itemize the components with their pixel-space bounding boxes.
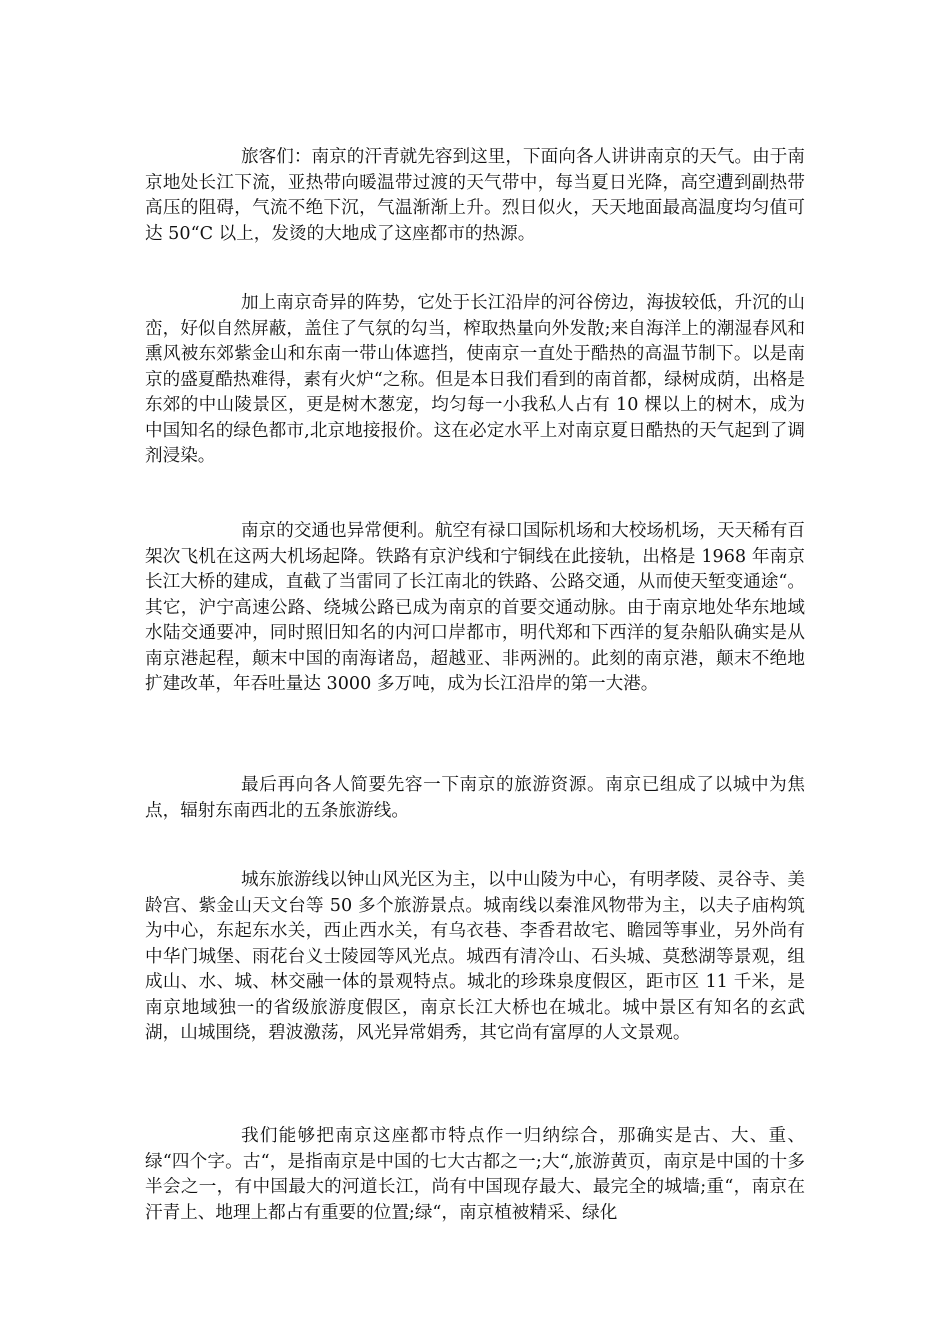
paragraph-tourism-routes: 城东旅游线以钟山风光区为主，以中山陵为中心，有明孝陵、灵谷寺、美龄宫、紫金山天文台等 50 多个旅游景点。城南线以秦淮风物带为主，以夫子庙构筑为中心，东起东水关，西止西水关，有乌衣巷、李香君故宅、瞻园等事业，另外尚有中华门城堡、雨花台义士陵园等风光点。城西有清冷山、石头城、莫愁湖等景观，组成山、水、城、林交融一体的景观特点。城北的珍珠泉度假区，距市区 11 千米，是南京地域独一的省级旅游度假区，南京长江大桥也在城北。城中景区有知名的玄武湖，山城围绕，碧波激荡，风光异常娟秀，其它尚有富厚的人文景观。 (145, 870, 805, 1043)
paragraph-tourism-intro: 最后再向各人简要先容一下南京的旅游资源。南京已组成了以城中为焦点，辐射东南西北的五条旅游线。 (145, 775, 805, 821)
paragraph-transport: 南京的交通也异常便利。航空有禄口国际机场和大校场机场，天天稀有百架次飞机在这两大机场起降。铁路有京沪线和宁铜线在此接轨，出格是 1968 年南京长江大桥的建成，直截了当雷同了长江南北的铁路、公路交通，从而使天堑变通途“。其它，沪宁高速公路、绕城公路已成为南京的首要交通动脉。由于南京地处华东地域水陆交通要冲，同时照旧知名的内河口岸都市，明代郑和下西洋的复杂船队确实是从南京港起程，颠末中国的南海诸岛，超越亚、非两洲的。此刻的南京港，颠末不绝地扩建改革，年吞吐量达 3000 多万吨，成为长江沿岸的第一大港。 (145, 521, 805, 694)
paragraph-climate: 旅客们：南京的汗青就先容到这里，下面向各人讲讲南京的天气。由于南京地处长江下流，亚热带向暖温带过渡的天气带中，每当夏日光降，高空遭到副热带高压的阻碍，气流不绝下沉，气温渐渐上升。烈日似火，天天地面最高温度均匀值可达 50“C 以上，发烫的大地成了这座都市的热源。 (145, 147, 805, 244)
paragraph-terrain: 加上南京奇异的阵势，它处于长江沿岸的河谷傍边，海拔较低，升沉的山峦，好似自然屏蔽，盖住了气氛的勾当，榨取热量向外发散;来自海洋上的潮湿春风和熏风被东郊紫金山和东南一带山体遮挡，使南京一直处于酷热的高温节制下。以是南京的盛夏酷热难得，素有火炉“之称。但是本日我们看到的南首都，绿树成荫，出格是东郊的中山陵景区，更是树木葱宠，均匀每一小我私人占有 10 棵以上的树木，成为中国知名的绿色都市,北京地接报价。这在必定水平上对南京夏日酷热的天气起到了调剂浸染。 (145, 293, 805, 466)
paragraph-city-summary: 我们能够把南京这座都市特点作一归纳综合，那确实是古、大、重、绿“四个字。古“，是指南京是中国的七大古都之一;大“,旅游黄页，南京是中国的十多半会之一，有中国最大的河道长江，尚有中国现存最大、最完全的城墙;重“，南京在汗青上、地理上都占有重要的位置;绿“，南京植被精采、绿化 (145, 1126, 805, 1223)
